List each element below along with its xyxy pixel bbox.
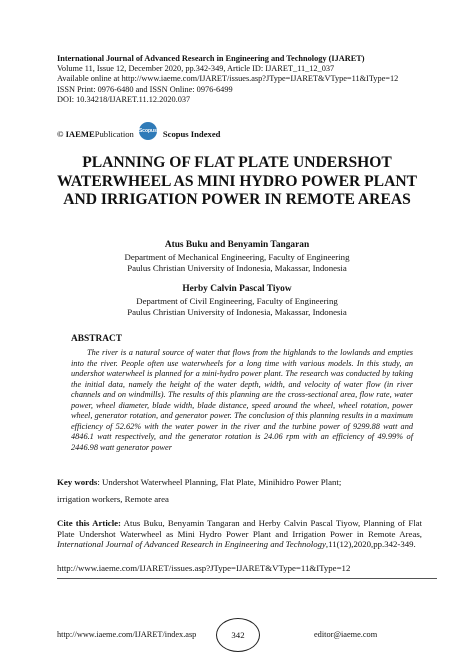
issn-line: ISSN Print: 0976-6480 and ISSN Online: 0976-6499	[57, 84, 233, 94]
publisher-line	[57, 122, 220, 146]
author-names-2: Herby Calvin Pascal Tiyow	[182, 284, 292, 294]
abstract-heading: ABSTRACT	[71, 334, 123, 344]
paper-title: PLANNING OF FLAT PLATE UNDERSHOT WATERWHEEL AS MINI HYDRO POWER PLANT AND IRRIGATION POWER IN REMOTE AREAS	[56, 154, 418, 208]
footer-email-link[interactable]: editor@iaeme.com	[314, 630, 378, 639]
keywords-text: : Undershot Waterwheel Planning, Flat Plate, Minihidro Power Plant;	[97, 477, 342, 487]
available-online-line: Available online at http://www.iaeme.com/IJARET/issues.asp?JType=IJARET&VType=11&IType=12	[57, 74, 399, 84]
footer-divider	[57, 578, 437, 579]
affiliation-dept-2: Department of Civil Engineering, Faculty of Engineering	[136, 296, 338, 306]
affiliation-2	[0, 296, 474, 317]
keywords-label: Key words	[57, 477, 98, 487]
scopus-indexed-text: Scopus Indexed	[162, 129, 221, 139]
doi-line: DOI: 10.34218/IJARET.11.12.2020.037	[57, 94, 191, 104]
citation-label: Cite this Article:	[57, 518, 121, 528]
affiliation-1	[0, 252, 474, 273]
citation-text: Atus Buku, Benyamin Tangaran and Herby Calvin Pascal Tiyow, Planning of Flat Plate Undershot Waterwheel as Mini Hydro Power Plant and Irrigation Power in Remote Areas,	[57, 518, 422, 539]
affiliation-univ-1: Paulus Christian University of Indonesia, Makassar, Indonesia	[127, 262, 347, 273]
scopus-logo-icon	[137, 122, 161, 146]
page-number: 342	[216, 618, 260, 652]
journal-header	[57, 54, 437, 105]
keywords	[57, 477, 429, 488]
citation-volume: ,11(12),2020,pp.342-349.	[325, 539, 416, 550]
affiliation-univ-2: Paulus Christian University of Indonesia, Makassar, Indonesia	[127, 306, 347, 317]
citation-journal: International Journal of Advanced Research in Engineering and Technology	[57, 539, 326, 550]
abstract-text: The river is a natural source of water that flows from the highlands to the lowlands and empties into the river. People often use waterwheels for a long time with various models. In this study, an undershot waterwheel is planned for a mini-hydro power plant. The research was conducted by taking the initial data, namely the height of the water depth, width, and velocity of water flow (in river channels and on windmills). The results of this planning are the cross-sectional area, flow rate, water power, wheel diameter, blade width, blade distance, speed around the wheel, wheel rotation, power wheel, generator rotation, and generator power. The conclusion of this planning results in a maximum efficiency of 52.62% with the water power in the river and the turbine power of 9299.88 watt and 4846.1 watt respectively, and the generator rotation is 24.06 rpm with an efficiency of 49.99% of 2446.98 watt generator power	[71, 348, 413, 452]
affiliation-dept-1: Department of Mechanical Engineering, Faculty of Engineering	[124, 252, 350, 262]
author-names-1: Atus Buku and Benyamin Tangaran	[164, 240, 310, 250]
scopus-badge-text: Scopus	[138, 128, 157, 134]
publication-text: Publication	[94, 129, 134, 139]
journal-title: International Journal of Advanced Research in Engineering and Technology (IJARET)	[57, 54, 365, 63]
citation-url-link[interactable]: http://www.iaeme.com/IJARET/issues.asp?JType=IJARET&VType=11&IType=12	[57, 563, 351, 573]
keywords-text-continued: irrigation workers, Remote area	[57, 494, 169, 504]
citation	[57, 518, 422, 550]
footer-url-link[interactable]: http://www.iaeme.com/IJARET/index.asp	[57, 630, 197, 639]
volume-line: Volume 11, Issue 12, December 2020, pp.342-349, Article ID: IJARET_11_12_037	[57, 64, 335, 74]
copyright-text: © IAEME	[57, 129, 95, 139]
